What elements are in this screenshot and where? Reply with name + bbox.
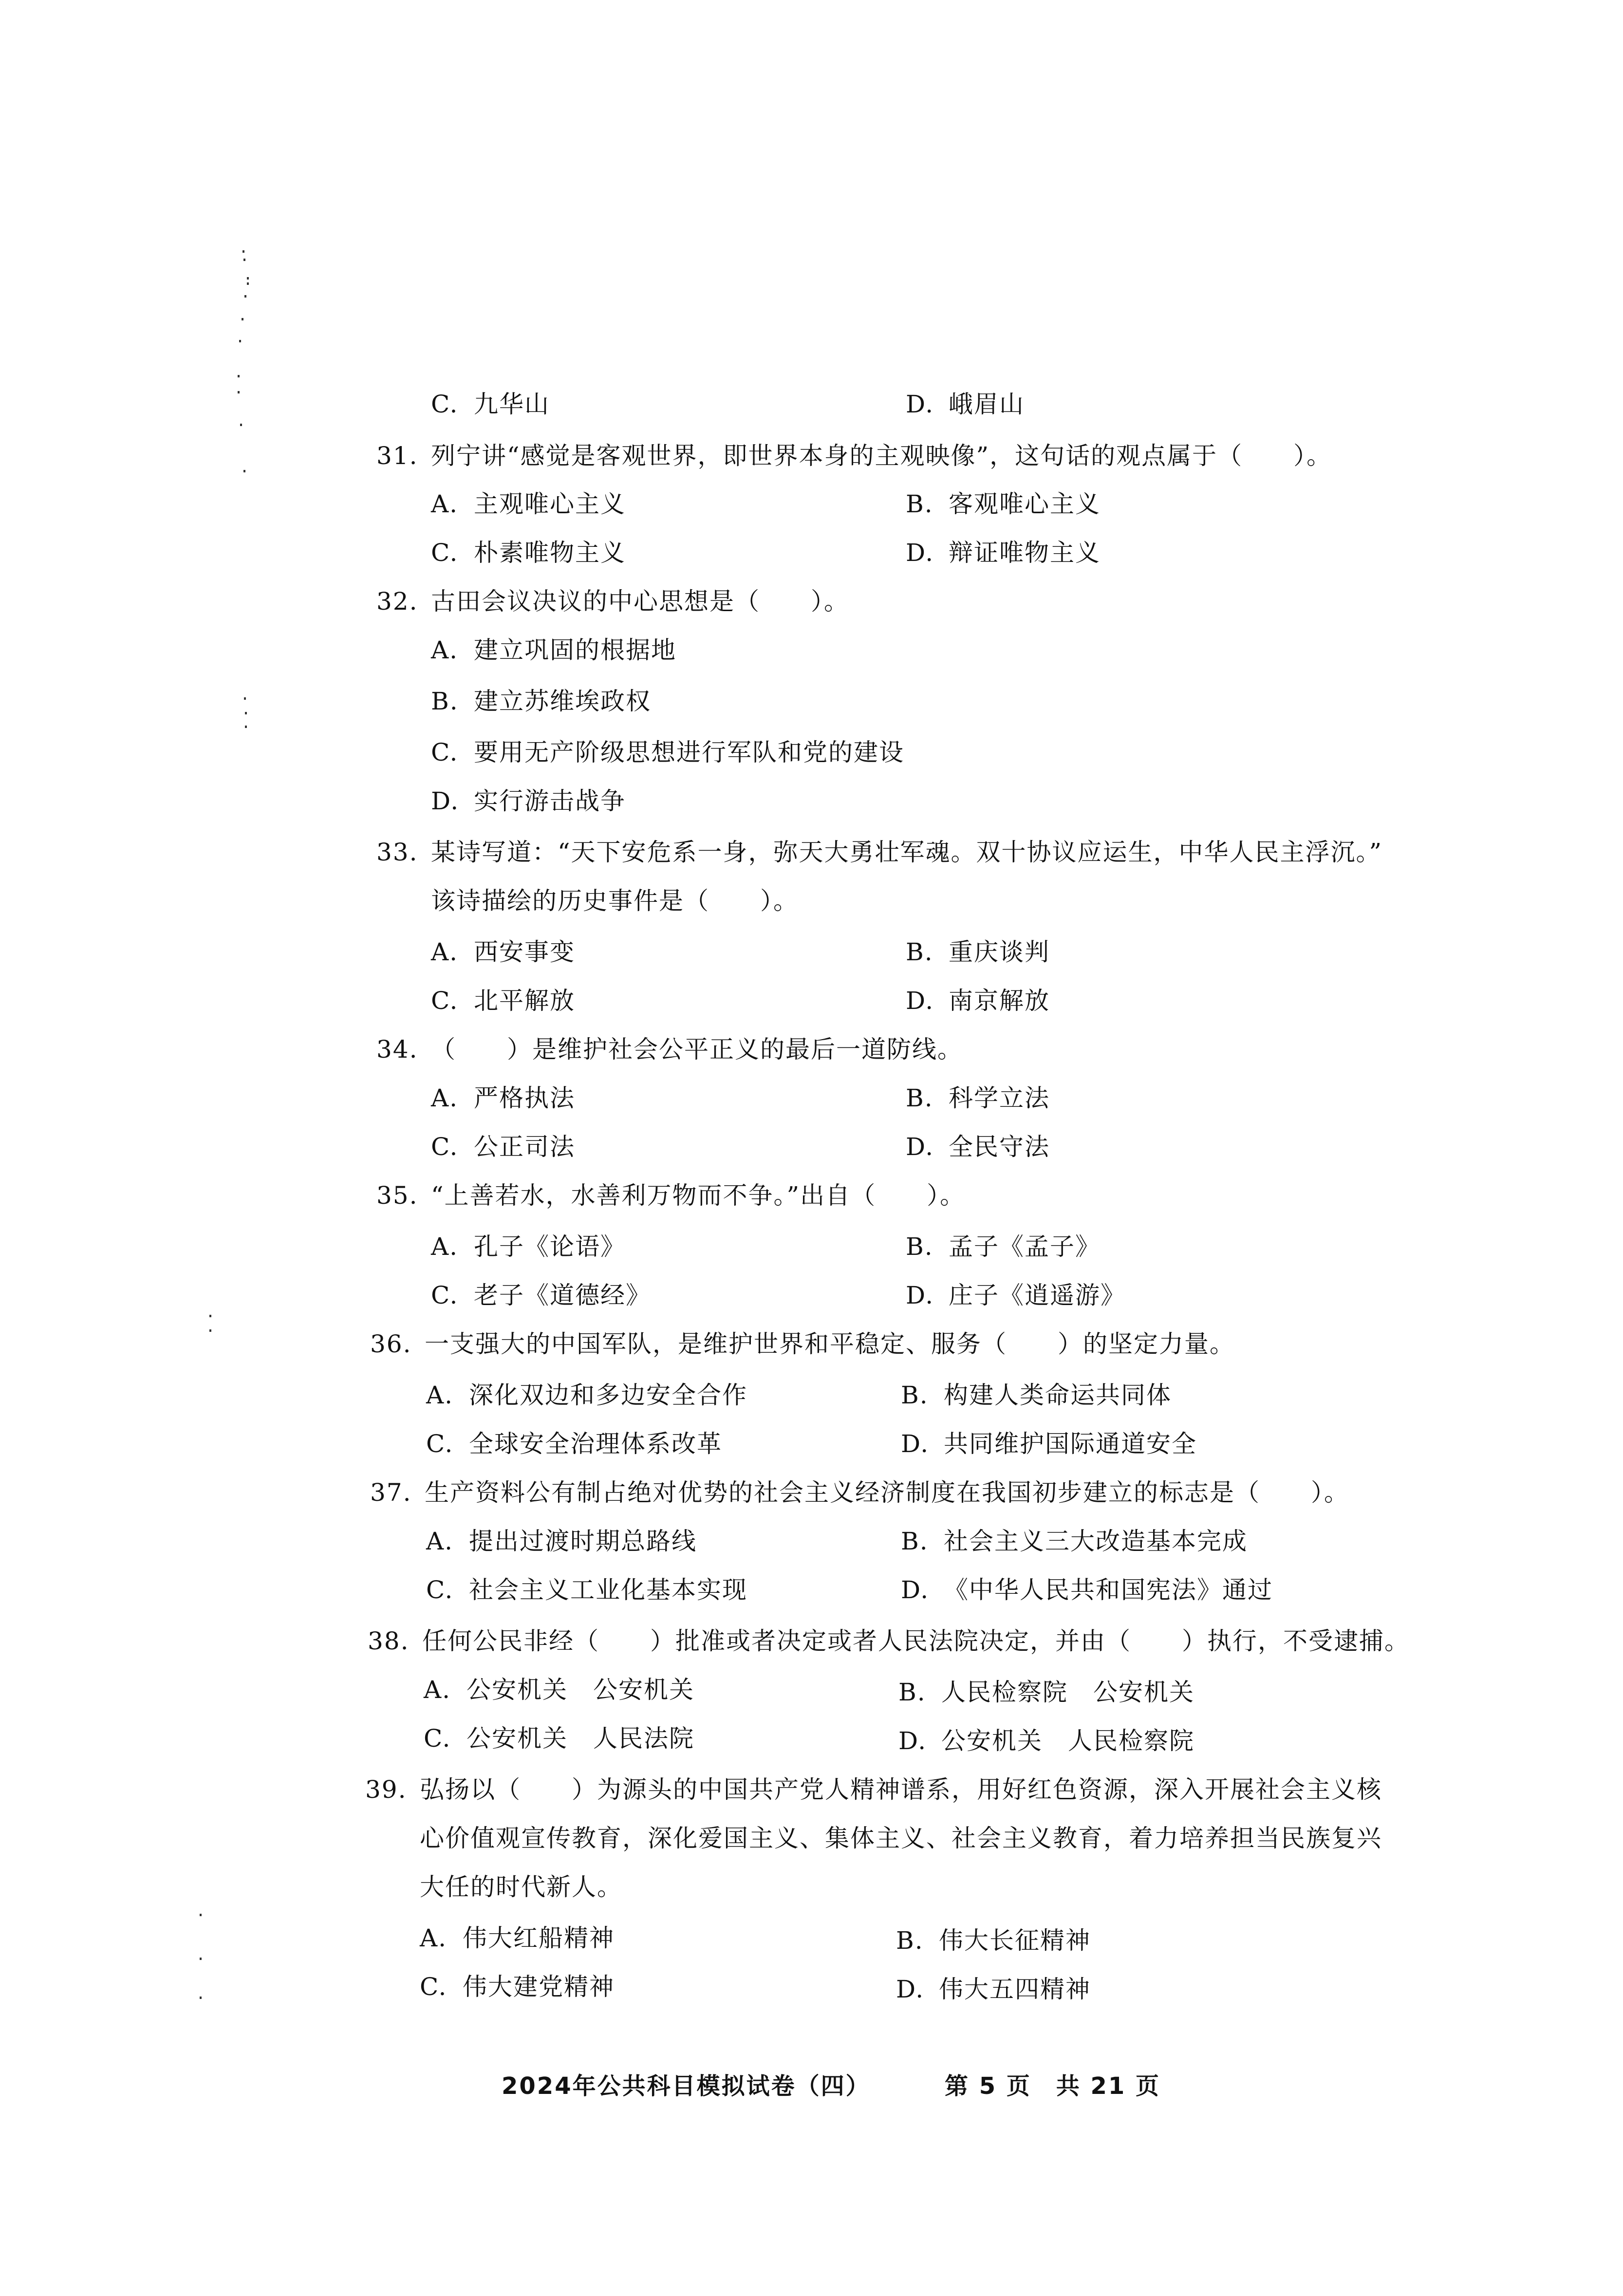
- question-number: 33.: [376, 838, 418, 866]
- question-number: 34.: [376, 1035, 418, 1064]
- option-label: A.: [424, 1676, 451, 1704]
- question-text: 弘扬以（ ）为源头的中国共产党人精神谱系，用好红色资源，深入开展社会主义核: [420, 1775, 1382, 1804]
- question-text: 任何公民非经（ ）批准或者决定或者人民法院决定，并由（ ）执行，不受逮捕。: [422, 1627, 1410, 1655]
- option-label: C.: [431, 987, 459, 1015]
- question-39-stem-cont: [420, 1824, 1382, 1853]
- option-d: [906, 538, 1101, 567]
- option-b: [898, 1678, 1194, 1707]
- option-label: A.: [426, 1381, 454, 1409]
- option-text: 严格执法: [474, 1084, 575, 1112]
- option-label: D.: [431, 787, 460, 815]
- option-a: [431, 1232, 626, 1261]
- option-a: [431, 1083, 575, 1113]
- option-text: 公正司法: [474, 1133, 575, 1161]
- question-text: 大任的时代新人。: [420, 1873, 622, 1901]
- option-label: C.: [426, 1430, 454, 1458]
- option-c: [424, 1724, 694, 1753]
- question-31-stem: [376, 441, 1332, 470]
- question-number: 31.: [376, 442, 418, 470]
- option-text: 社会主义工业化基本实现: [469, 1576, 747, 1604]
- option-c: [431, 986, 575, 1015]
- option-text: 社会主义三大改造基本完成: [944, 1527, 1248, 1555]
- option-text: 南京解放: [949, 987, 1050, 1015]
- option-b: [906, 1083, 1050, 1113]
- option-c: [431, 1132, 575, 1161]
- option-label: D.: [896, 1975, 925, 2003]
- option-text: 老子《道德经》: [474, 1281, 651, 1309]
- option-label: D.: [901, 1430, 930, 1458]
- option-text: 朴素唯物主义: [474, 539, 626, 567]
- option-text: 北平解放: [474, 987, 575, 1015]
- option-label: C.: [431, 539, 459, 567]
- option-c: [420, 1972, 615, 2001]
- option-b: [906, 489, 1101, 519]
- question-39-stem: [365, 1775, 1382, 1804]
- option-label: A.: [426, 1527, 454, 1555]
- option-text: 伟大红船精神: [463, 1924, 615, 1952]
- question-33-stem-cont: [431, 886, 799, 915]
- option-b: [901, 1381, 1172, 1410]
- option-text: 建立巩固的根据地: [474, 636, 676, 664]
- option-b: [901, 1527, 1248, 1556]
- option-a: [426, 1381, 747, 1410]
- option-label: D.: [906, 390, 934, 418]
- option-text: 孔子《论语》: [474, 1232, 626, 1261]
- question-38-stem: [368, 1626, 1410, 1656]
- option-a: [424, 1675, 694, 1704]
- option-label: D.: [906, 539, 934, 567]
- scan-speck: [242, 318, 243, 320]
- option-text: 伟大建党精神: [463, 1973, 615, 2001]
- option-label: A.: [420, 1924, 448, 1952]
- option-label: B.: [906, 490, 933, 518]
- option-text: 公安机关 人民检察院: [941, 1727, 1194, 1755]
- question-39-stem-cont: [420, 1872, 622, 1902]
- scan-speck: [238, 391, 240, 393]
- option-text: 客观唯心主义: [949, 490, 1101, 518]
- option-text: 重庆谈判: [949, 938, 1050, 966]
- option-text: 伟大五四精神: [939, 1975, 1091, 2003]
- question-text: 古田会议决议的中心思想是（ ）。: [431, 587, 849, 616]
- option-label: B.: [898, 1678, 926, 1706]
- question-32-stem: [376, 587, 849, 616]
- footer-title: 2024年公共科目模拟试卷（四）: [502, 2072, 871, 2100]
- option-text: 深化双边和多边安全合作: [469, 1381, 747, 1409]
- scan-speck: [240, 424, 242, 426]
- option-label: B.: [906, 938, 933, 966]
- option-text: 共同维护国际通道安全: [944, 1430, 1197, 1458]
- option-label: C.: [431, 1281, 459, 1309]
- scan-speck: [209, 1329, 211, 1332]
- question-33-stem: [376, 838, 1382, 867]
- scan-speck: [200, 1914, 202, 1916]
- option-d: [906, 390, 1025, 419]
- option-label: A.: [431, 938, 459, 966]
- option-c: [431, 1281, 651, 1310]
- option-text: 西安事变: [474, 938, 575, 966]
- question-text: （ ）是维护社会公平正义的最后一道防线。: [431, 1035, 963, 1064]
- option-label: D.: [906, 1133, 934, 1161]
- question-number: 35.: [376, 1181, 418, 1210]
- scan-speck: [245, 726, 247, 728]
- scan-speck: [200, 1997, 202, 1999]
- option-label: B.: [901, 1527, 929, 1555]
- question-35-stem: [376, 1181, 965, 1210]
- option-label: C.: [420, 1973, 448, 2001]
- option-text: 公安机关 人民法院: [466, 1724, 694, 1753]
- option-c: [431, 738, 904, 767]
- option-text: 全民守法: [949, 1133, 1050, 1161]
- option-label: A.: [431, 1232, 459, 1261]
- option-d: [898, 1726, 1194, 1755]
- scan-speck: [200, 1958, 202, 1960]
- option-d: [906, 986, 1050, 1015]
- option-label: A.: [431, 490, 459, 518]
- option-text: 九华山: [474, 390, 550, 418]
- option-d: [901, 1429, 1197, 1458]
- option-c: [426, 1575, 747, 1605]
- question-34-stem: [376, 1035, 963, 1064]
- option-b: [896, 1926, 1091, 1955]
- option-text: 人民检察院 公安机关: [941, 1678, 1194, 1706]
- option-label: C.: [431, 390, 459, 418]
- option-label: C.: [426, 1576, 454, 1604]
- option-text: 主观唯心主义: [474, 490, 626, 518]
- option-label: B.: [906, 1232, 933, 1261]
- scan-speck: [243, 250, 244, 253]
- question-37-stem: [370, 1478, 1349, 1507]
- question-number: 32.: [376, 587, 418, 616]
- scan-speck: [243, 259, 245, 261]
- footer-page-info: 第 5 页 共 21 页: [945, 2072, 1161, 2100]
- option-text: 孟子《孟子》: [949, 1232, 1101, 1261]
- scan-speck: [247, 282, 249, 285]
- question-number: 38.: [368, 1627, 410, 1655]
- option-text: 公安机关 公安机关: [466, 1676, 694, 1704]
- option-label: D.: [906, 987, 934, 1015]
- option-d: [906, 1281, 1126, 1310]
- scan-speck: [209, 1315, 211, 1317]
- scan-speck: [244, 697, 246, 700]
- option-a: [426, 1527, 697, 1556]
- question-36-stem: [370, 1329, 1235, 1359]
- question-text: 该诗描绘的历史事件是（ ）。: [431, 887, 799, 915]
- option-label: D.: [901, 1576, 930, 1604]
- question-number: 36.: [370, 1330, 412, 1358]
- scan-speck: [245, 712, 247, 714]
- question-number: 39.: [365, 1775, 407, 1804]
- option-text: 伟大长征精神: [939, 1926, 1091, 1955]
- question-text: “上善若水，水善利万物而不争。”出自（ ）。: [431, 1181, 966, 1210]
- option-label: C.: [431, 738, 459, 766]
- option-label: C.: [424, 1724, 451, 1753]
- option-a: [431, 489, 626, 519]
- option-c: [431, 390, 550, 419]
- option-text: 辩证唯物主义: [949, 539, 1101, 567]
- option-b: [906, 1232, 1101, 1261]
- question-number: 37.: [370, 1478, 412, 1507]
- option-text: 庄子《逍遥游》: [949, 1281, 1126, 1309]
- option-label: A.: [431, 636, 459, 664]
- option-c: [426, 1429, 722, 1458]
- scan-speck: [247, 277, 249, 280]
- option-d: [906, 1132, 1050, 1161]
- option-label: D.: [898, 1727, 927, 1755]
- option-label: C.: [431, 1133, 459, 1161]
- option-c: [431, 538, 626, 567]
- option-d: [901, 1575, 1273, 1605]
- option-a: [431, 937, 575, 967]
- option-text: 提出过渡时期总路线: [469, 1527, 697, 1555]
- option-d: [431, 786, 626, 816]
- option-label: D.: [906, 1281, 934, 1309]
- scan-speck: [239, 340, 241, 342]
- option-text: 峨眉山: [949, 390, 1025, 418]
- option-text: 《中华人民共和国宪法》通过: [944, 1576, 1273, 1604]
- option-text: 建立苏维埃政权: [474, 687, 651, 715]
- scan-speck: [238, 375, 240, 377]
- option-label: B.: [896, 1926, 924, 1955]
- option-label: A.: [431, 1084, 459, 1112]
- option-label: B.: [901, 1381, 929, 1409]
- option-text: 构建人类命运共同体: [944, 1381, 1172, 1409]
- scan-speck: [244, 295, 246, 298]
- question-text: 某诗写道：“天下安危系一身，弥天大勇壮军魂。双十协议应运生，中华人民主浮沉。”: [431, 838, 1383, 866]
- option-text: 科学立法: [949, 1084, 1050, 1112]
- option-b: [906, 937, 1050, 967]
- option-label: B.: [906, 1084, 933, 1112]
- option-d: [896, 1975, 1091, 2004]
- option-text: 全球安全治理体系改革: [469, 1430, 722, 1458]
- scan-speck: [243, 470, 245, 472]
- option-a: [431, 635, 676, 665]
- option-text: 实行游击战争: [474, 787, 626, 815]
- option-a: [420, 1923, 615, 1953]
- option-text: 要用无产阶级思想进行军队和党的建设: [474, 738, 904, 766]
- option-b: [431, 687, 651, 716]
- option-label: B.: [431, 687, 459, 715]
- question-text: 心价值观宣传教育，深化爱国主义、集体主义、社会主义教育，着力培养担当民族复兴: [420, 1824, 1382, 1852]
- question-text: 列宁讲“感觉是客观世界，即世界本身的主观映像”，这句话的观点属于（ ）。: [431, 442, 1332, 470]
- question-text: 一支强大的中国军队，是维护世界和平稳定、服务（ ）的坚定力量。: [425, 1330, 1235, 1358]
- question-text: 生产资料公有制占绝对优势的社会主义经济制度在我国初步建立的标志是（ ）。: [425, 1478, 1349, 1507]
